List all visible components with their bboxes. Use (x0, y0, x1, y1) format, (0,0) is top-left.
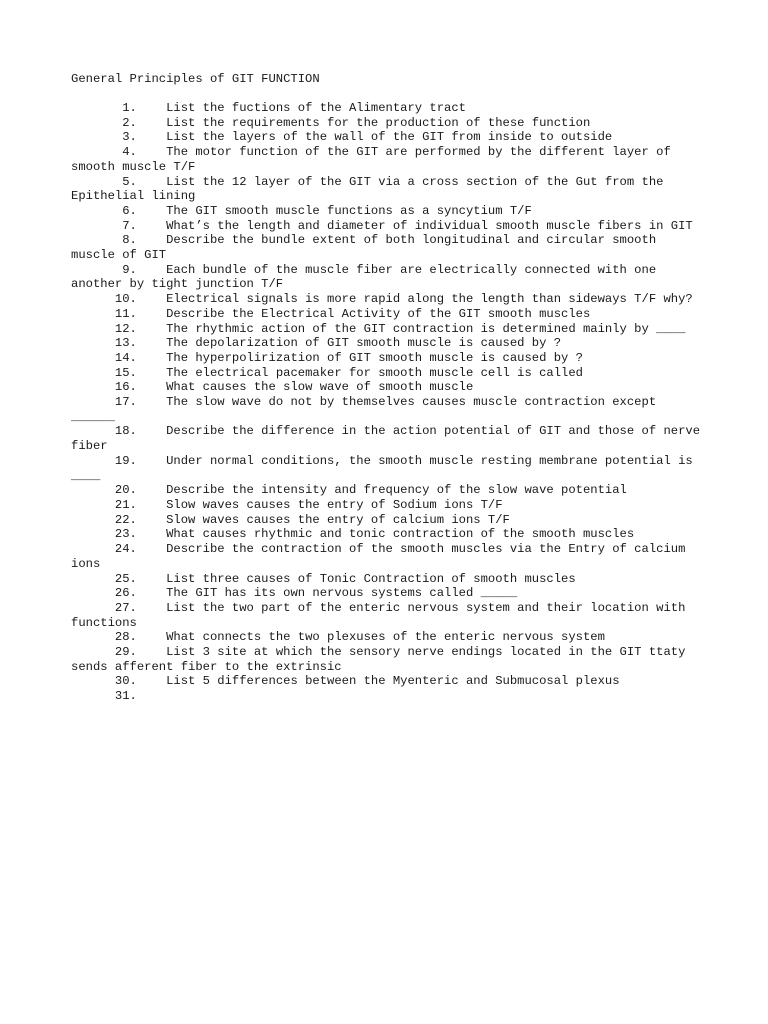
question-indent (71, 175, 122, 189)
question-indent (71, 454, 115, 468)
question-number: 19. (114, 453, 137, 468)
question-indent (71, 219, 122, 233)
question-number: 15. (114, 365, 137, 380)
question-item (71, 498, 701, 513)
question-text: List the fuctions of the Alimentary tract (166, 101, 466, 115)
question-text: Electrical signals is more rapid along the length than sideways T/F why? (166, 292, 693, 307)
question-number: 18. (114, 424, 137, 439)
question-gap (137, 263, 166, 277)
question-number: 20. (114, 483, 137, 498)
question-item (71, 454, 701, 483)
question-indent (71, 689, 115, 703)
question-gap (137, 674, 166, 688)
question-indent (71, 307, 115, 321)
question-indent (71, 292, 115, 306)
question-item (71, 380, 701, 395)
question-item (71, 322, 701, 337)
question-number: 5. (122, 174, 137, 189)
question-number: 12. (114, 321, 137, 336)
question-text: Describe the contraction of the smooth muscles via the Entry of calcium ions (71, 542, 693, 571)
question-text: List the requirements for the production of these function (166, 115, 591, 130)
question-item (71, 601, 701, 630)
question-gap (137, 380, 166, 394)
question-number: 27. (114, 600, 137, 615)
question-number: 28. (114, 630, 137, 645)
question-text: What connects the two plexuses of the enteric nervous system (166, 630, 605, 645)
question-item (71, 586, 701, 601)
question-gap (137, 233, 166, 247)
question-number: 17. (114, 395, 137, 410)
question-indent (71, 233, 122, 247)
question-gap (137, 292, 166, 306)
question-item (71, 424, 708, 454)
question-item (71, 542, 701, 571)
question-item (71, 645, 701, 674)
question-number: 21. (114, 497, 137, 512)
question-item (71, 175, 701, 204)
question-number: 14. (114, 350, 137, 365)
question-gap (137, 219, 166, 233)
question-gap (137, 336, 166, 350)
question-gap (137, 601, 166, 615)
question-item (71, 483, 701, 498)
question-indent (71, 601, 115, 615)
question-indent (71, 586, 115, 600)
question-item (71, 674, 701, 689)
question-item (71, 263, 701, 292)
question-number: 23. (114, 527, 137, 542)
question-indent (71, 424, 115, 438)
question-indent (71, 322, 115, 336)
question-item (71, 101, 701, 116)
question-number: 26. (114, 586, 137, 601)
question-indent (71, 483, 115, 497)
question-gap (137, 322, 166, 336)
question-indent (71, 101, 122, 115)
question-number: 11. (114, 306, 137, 321)
question-indent (71, 366, 115, 380)
question-number: 2. (122, 115, 137, 130)
question-text: List 3 site at which the sensory nerve endings located in the GIT ttaty sends afferent fiber to the extrinsic (71, 645, 693, 674)
question-number: 31. (114, 689, 137, 704)
question-text: List three causes of Tonic Contraction of smooth muscles (166, 571, 576, 586)
question-number: 25. (114, 571, 137, 586)
question-text: The electrical pacemaker for smooth muscle cell is called (166, 365, 583, 380)
question-text: The motor function of the GIT are performed by the different layer of smooth muscle T/F (71, 145, 679, 174)
question-number: 30. (114, 674, 137, 689)
question-gap (137, 351, 166, 365)
question-gap (137, 204, 166, 218)
question-indent (71, 263, 122, 277)
question-list (71, 101, 708, 704)
question-number: 16. (114, 380, 137, 395)
question-text: The GIT smooth muscle functions as a syncytium T/F (166, 203, 532, 218)
question-gap (137, 116, 166, 130)
question-indent (71, 145, 122, 159)
question-item (71, 513, 701, 528)
question-number: 9. (122, 262, 137, 277)
question-indent (71, 395, 115, 409)
question-gap (137, 145, 166, 159)
question-item (71, 630, 701, 645)
question-indent (71, 513, 115, 527)
question-number: 22. (114, 512, 137, 527)
question-item (71, 219, 701, 234)
question-gap (137, 572, 166, 586)
question-text: List the layers of the wall of the GIT from inside to outside (166, 130, 613, 145)
question-number: 1. (122, 101, 137, 115)
question-number: 6. (122, 203, 137, 218)
question-text: List the two part of the enteric nervous system and their location with functions (71, 600, 693, 630)
question-item (71, 689, 701, 704)
question-number: 24. (114, 542, 137, 557)
question-text: The hyperpolirization of GIT smooth muscle is caused by ? (166, 350, 583, 365)
question-item (71, 292, 701, 307)
question-indent (71, 498, 115, 512)
question-gap (137, 498, 166, 512)
question-indent (71, 674, 115, 688)
question-item (71, 204, 701, 219)
question-text: Describe the bundle extent of both longitudinal and circular smooth muscle of GIT (71, 233, 664, 263)
question-text: Describe the difference in the action potential of GIT and those of nerve fiber (71, 424, 708, 454)
question-number: 7. (122, 218, 137, 233)
question-text: Describe the intensity and frequency of the slow wave potential (166, 483, 627, 498)
question-gap (137, 586, 166, 600)
question-number: 13. (114, 336, 137, 351)
question-text: List the 12 layer of the GIT via a cross section of the Gut from the Epithelial lining (71, 174, 671, 204)
question-text: Under normal conditions, the smooth muscle resting membrane potential is ____ (71, 453, 701, 483)
question-text: What causes the slow wave of smooth muscle (166, 380, 474, 395)
question-indent (71, 572, 115, 586)
question-item (71, 145, 701, 174)
question-item (71, 116, 701, 131)
question-indent (71, 630, 115, 644)
question-indent (71, 130, 122, 144)
question-gap (137, 542, 166, 556)
question-gap (137, 454, 166, 468)
question-gap (137, 483, 166, 497)
question-gap (137, 527, 166, 541)
question-text: What’s the length and diameter of individual smooth muscle fibers in GIT (166, 218, 693, 233)
question-item (71, 572, 701, 587)
question-indent (71, 336, 115, 350)
question-text: List 5 differences between the Myenteric and Submucosal plexus (166, 674, 620, 689)
question-indent (71, 380, 115, 394)
question-gap (137, 395, 166, 409)
question-text: Each bundle of the muscle fiber are electrically connected with one another by tight junction T/F (71, 262, 664, 292)
question-number: 4. (122, 145, 137, 160)
question-gap (137, 689, 166, 703)
question-text: What causes rhythmic and tonic contraction of the smooth muscles (166, 527, 635, 542)
question-gap (137, 101, 166, 115)
question-text: The depolarization of GIT smooth muscle is caused by ? (166, 336, 562, 351)
question-indent (71, 645, 115, 659)
question-text: Slow waves causes the entry of Sodium ions T/F (166, 497, 503, 512)
question-text: The slow wave do not by themselves causes muscle contraction except ______ (71, 395, 664, 424)
question-gap (137, 645, 166, 659)
question-item (71, 307, 701, 322)
question-gap (137, 513, 166, 527)
question-number: 29. (114, 645, 137, 660)
question-item (71, 366, 701, 381)
question-indent (71, 351, 115, 365)
question-item (71, 527, 701, 542)
question-text: The GIT has its own nervous systems called _____ (166, 586, 518, 601)
question-gap (137, 366, 166, 380)
question-indent (71, 542, 115, 556)
question-gap (137, 630, 166, 644)
question-gap (137, 175, 166, 189)
question-indent (71, 527, 115, 541)
question-text: Slow waves causes the entry of calcium ions T/F (166, 512, 510, 527)
question-number: 3. (122, 130, 137, 145)
question-indent (71, 116, 122, 130)
document-title: General Principles of GIT FUNCTION (71, 72, 320, 86)
question-item (71, 351, 701, 366)
question-number: 8. (122, 233, 137, 248)
question-text: Describe the Electrical Activity of the GIT smooth muscles (166, 306, 591, 321)
question-gap (137, 424, 166, 438)
question-gap (137, 130, 166, 144)
question-number: 10. (114, 292, 137, 307)
question-item (71, 336, 701, 351)
question-item (71, 233, 701, 262)
question-indent (71, 204, 122, 218)
question-item (71, 130, 701, 145)
question-gap (137, 307, 166, 321)
question-text: The rhythmic action of the GIT contraction is determined mainly by ____ (166, 321, 686, 336)
question-item (71, 395, 701, 424)
